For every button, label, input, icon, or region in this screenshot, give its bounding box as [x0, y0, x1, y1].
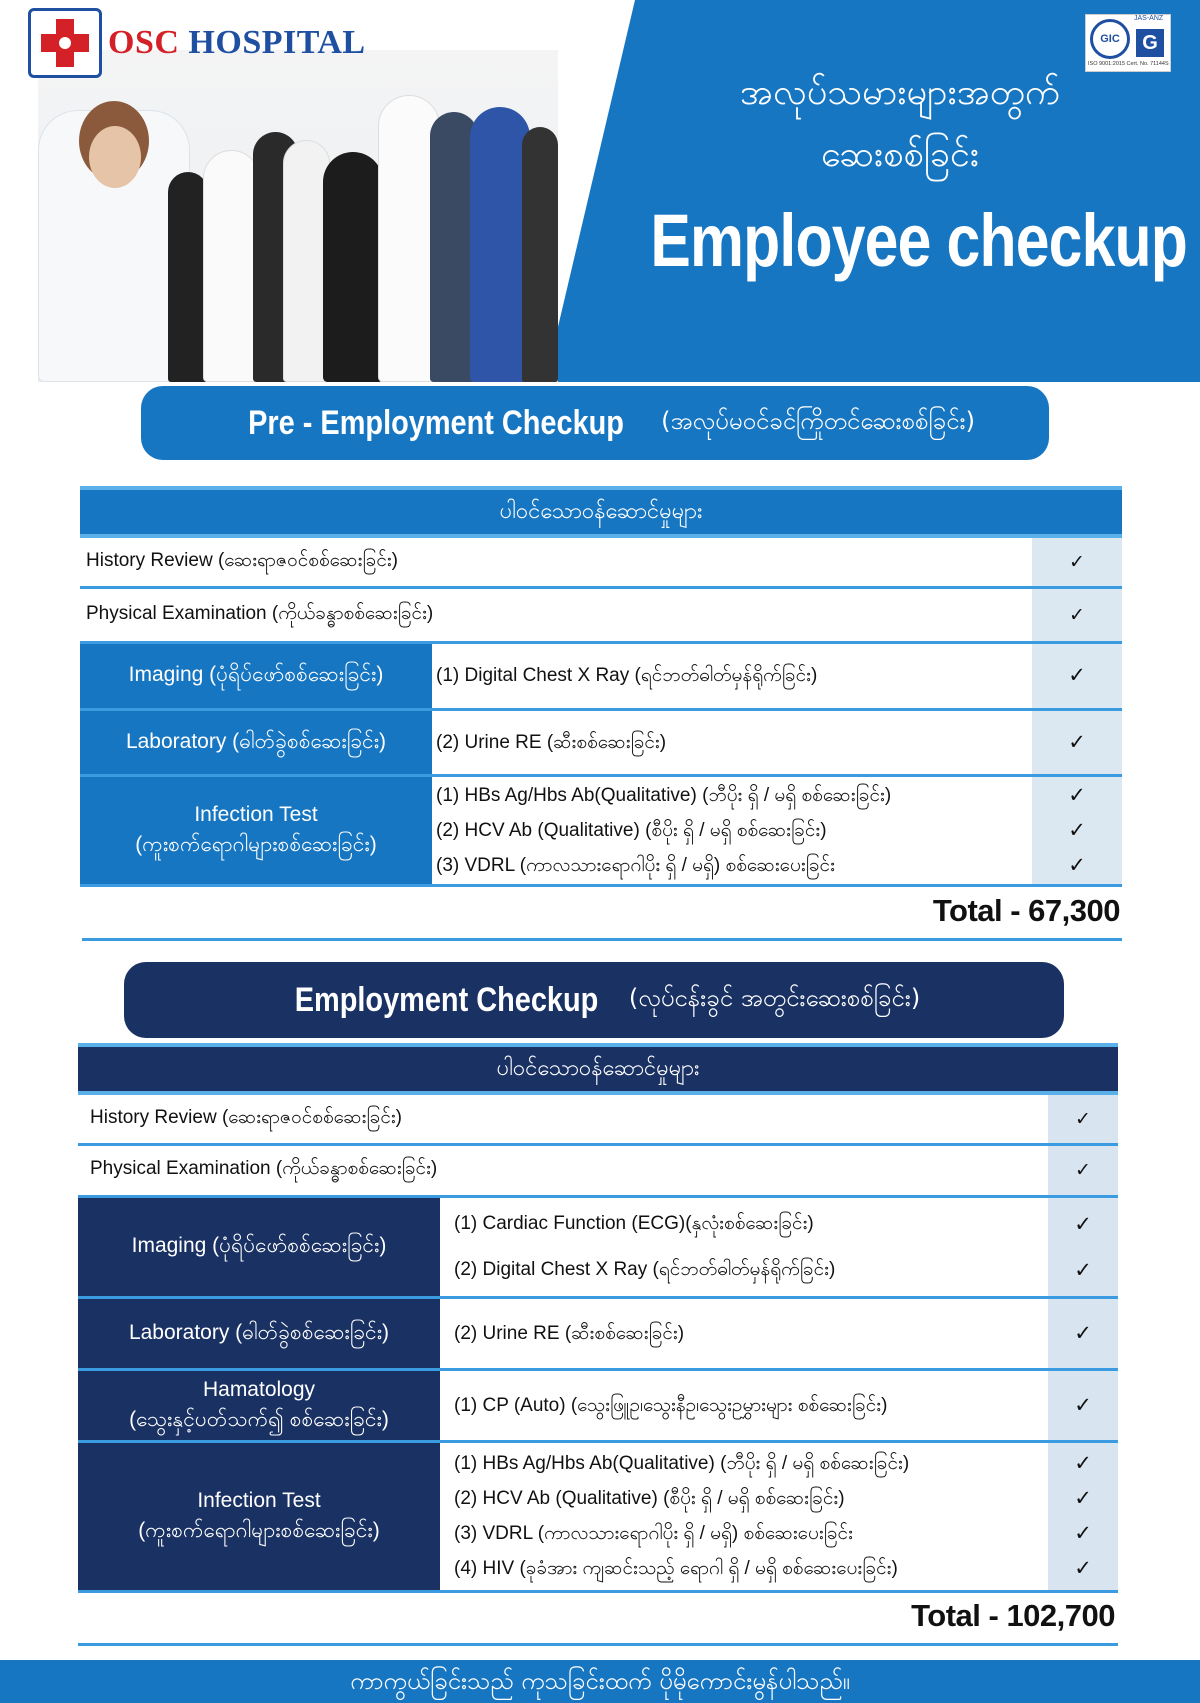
list-item: (1) Digital Chest X Ray (ရင်ဘတ်ဓါတ်မှန်ရိုက်ခြင်း): [436, 665, 818, 686]
list-item: (3) VDRL (ကာလသားရောဂါပိုး ရှိ / မရှိ) စစ်ဆေးပေးခြင်း: [436, 854, 835, 876]
employment-table: [78, 1043, 1118, 1593]
divider: [78, 1643, 1118, 1646]
services-header: ပါဝင်သောဝန်ဆောင်မှုများ: [78, 1045, 1118, 1093]
hematology-category: [78, 1369, 440, 1441]
checkmark-icon: ✓: [1068, 663, 1086, 687]
certification-badge: [1085, 14, 1171, 72]
checkmark-icon: ✓: [1074, 1486, 1092, 1510]
cross-icon: [28, 8, 102, 78]
list-item: (4) HIV (ခုခံအား ကျဆင်းသည့် ရောဂါ ရှိ / မရှိ စစ်ဆေးပေးခြင်း): [454, 1558, 898, 1579]
history-review-label: History Review (ဆေးရာဇဝင်စစ်ဆေးခြင်း): [80, 536, 1032, 587]
laboratory-items: [432, 709, 1032, 775]
checkmark-icon: ✓: [1074, 1211, 1092, 1236]
infection-category: [78, 1441, 440, 1591]
history-review-label: History Review (ဆေးရာဇဝင်စစ်ဆေးခြင်း): [78, 1093, 1048, 1144]
checkmark-icon: ✓: [1074, 1320, 1092, 1345]
checkmark-icon: ✓: [1048, 1144, 1118, 1196]
laboratory-checks: [1048, 1297, 1118, 1369]
imaging-checks: [1032, 642, 1122, 709]
imaging-items: [432, 642, 1032, 709]
list-item: (1) Cardiac Function (ECG)(နှလုံးစစ်ဆေးခြင်း): [454, 1212, 814, 1234]
checkmark-icon: ✓: [1074, 1451, 1092, 1475]
checkmark-icon: ✓: [1032, 536, 1122, 587]
list-item: (2) Urine RE (ဆီးစစ်ဆေးခြင်း): [436, 731, 667, 753]
checkmark-icon: ✓: [1068, 852, 1086, 877]
hero-title-en: Employee checkup: [650, 199, 1187, 282]
footer-slogan: ကာကွယ်ခြင်းသည် ကုသခြင်းထက် ပိုမိုကောင်းမွန်ပါသည်။: [0, 1660, 1200, 1703]
hero-title-mm-line1: အလုပ်သမားများအတွက်: [739, 72, 1061, 113]
cert-g-mark: G: [1136, 29, 1164, 57]
checkmark-icon: ✓: [1032, 587, 1122, 642]
checkmark-icon: ✓: [1048, 1093, 1118, 1144]
laboratory-category: Laboratory (ဓါတ်ခွဲစစ်ဆေးခြင်း): [80, 709, 432, 775]
infection-category-en: Infection Test: [194, 802, 318, 826]
cert-number: ISO 9001:2015 Cert. No. 71144S: [1088, 61, 1169, 67]
staff-group-photo: [38, 50, 558, 382]
list-item: (1) HBs Ag/Hbs Ab(Qualitative) (ဘီပိုး ရှိ / မရှိ စစ်ဆေးခြင်း): [454, 1453, 910, 1474]
pre-employment-title: [141, 386, 1049, 460]
hematology-category-mm: (သွေးနှင့်ပတ်သက်၍ စစ်ဆေးခြင်း): [129, 1408, 389, 1431]
imaging-category: Imaging (ပုံရိပ်ဖော်စစ်ဆေးခြင်း): [78, 1196, 440, 1297]
pre-employment-total: Total - 67,300: [932, 893, 1120, 928]
infection-items: [440, 1441, 1048, 1591]
brand-name-hospital: HOSPITAL: [188, 24, 366, 61]
pre-employment-title-mm: (အလုပ်မဝင်ခင်ကြိုတင်ဆေးစစ်ခြင်း): [661, 407, 975, 435]
list-item: (3) VDRL (ကာလသားရောဂါပိုး ရှိ / မရှိ) စစ်ဆေးပေးခြင်း: [454, 1523, 853, 1544]
list-item: (2) HCV Ab (Qualitative) (စီပိုး ရှိ / မရှိ စစ်ဆေးခြင်း): [436, 819, 827, 841]
employment-title: [124, 962, 1064, 1038]
infection-category-mm: (ကူးစက်ရောဂါများစစ်ဆေးခြင်း): [135, 833, 377, 856]
hospital-name: [108, 24, 366, 62]
divider: [82, 938, 1122, 941]
infection-items: [432, 775, 1032, 885]
checkmark-icon: ✓: [1074, 1392, 1092, 1417]
infection-checks: [1048, 1441, 1118, 1591]
laboratory-items: [440, 1297, 1048, 1369]
services-header: ပါဝင်သောဝန်ဆောင်မှုများ: [80, 488, 1122, 536]
list-item: (1) CP (Auto) (သွေးဖြူဥ၊သွေးနီဥ၊သွေးဥမွှားများ စစ်ဆေးခြင်း): [454, 1394, 888, 1416]
imaging-checks: [1048, 1196, 1118, 1297]
hematology-category-en: Hamatology: [202, 1377, 316, 1401]
pre-employment-table: [80, 486, 1122, 887]
checkmark-icon: ✓: [1068, 817, 1086, 842]
infection-checks: [1032, 775, 1122, 885]
infection-category-en: Infection Test: [197, 1488, 321, 1512]
checkmark-icon: ✓: [1074, 1556, 1092, 1580]
employment-total: Total - 102,700: [911, 1598, 1115, 1633]
checkmark-icon: ✓: [1074, 1257, 1092, 1282]
hero-title-mm-line2: ဆေးစစ်ခြင်း: [821, 134, 979, 175]
hospital-logo: [28, 8, 366, 78]
laboratory-category: Laboratory (ဓါတ်ခွဲစစ်ဆေးခြင်း): [78, 1297, 440, 1369]
hematology-items: [440, 1369, 1048, 1441]
list-item: (1) HBs Ag/Hbs Ab(Qualitative) (ဘီပိုး ရှိ / မရှိ စစ်ဆေးခြင်း): [436, 784, 892, 806]
list-item: (2) Digital Chest X Ray (ရင်ဘတ်ဓါတ်မှန်ရိုက်ခြင်း): [454, 1258, 836, 1280]
list-item: (2) Urine RE (ဆီးစစ်ဆေးခြင်း): [454, 1322, 685, 1344]
list-item: (2) HCV Ab (Qualitative) (စီပိုး ရှိ / မရှိ စစ်ဆေးခြင်း): [454, 1488, 845, 1509]
hematology-checks: [1048, 1369, 1118, 1441]
physical-exam-label: Physical Examination (ကိုယ်ခန္ဓာစစ်ဆေးခြင်း): [78, 1144, 1048, 1196]
infection-category: [80, 775, 432, 885]
employment-title-mm: (လုပ်ငန်းခွင် အတွင်းဆေးစစ်ခြင်း): [628, 984, 921, 1012]
checkmark-icon: ✓: [1074, 1521, 1092, 1545]
infection-category-mm: (ကူးစက်ရောဂါများစစ်ဆေးခြင်း): [138, 1519, 380, 1542]
imaging-category: Imaging (ပုံရိပ်ဖော်စစ်ဆေးခြင်း): [80, 642, 432, 709]
brand-name-osc: OSC: [108, 24, 180, 61]
imaging-items: [440, 1196, 1048, 1297]
laboratory-checks: [1032, 709, 1122, 775]
physical-exam-label: Physical Examination (ကိုယ်ခန္ဓာစစ်ဆေးခြင်း): [80, 587, 1032, 642]
pre-employment-title-en: Pre - Employment Checkup: [248, 403, 624, 442]
cert-top-label: JAS-ANZ: [1134, 15, 1164, 22]
checkmark-icon: ✓: [1068, 782, 1086, 807]
checkmark-icon: ✓: [1068, 729, 1086, 754]
employment-title-en: Employment Checkup: [294, 980, 599, 1019]
cert-mark: GIC: [1090, 19, 1130, 59]
